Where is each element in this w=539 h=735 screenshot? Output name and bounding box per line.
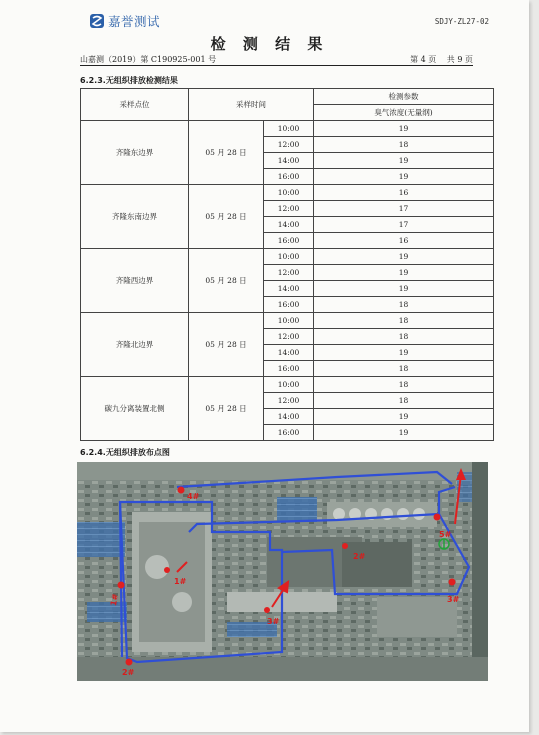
odor-value-cell: 17 — [314, 217, 494, 233]
table-row — [81, 121, 494, 137]
date-cell: 05 月 28 日 — [189, 121, 264, 185]
label-4-boundary: 4# — [187, 492, 200, 501]
odor-value-cell: 18 — [314, 377, 494, 393]
header-time: 采样时间 — [189, 89, 314, 121]
label-3-source: 3# — [267, 617, 280, 626]
time-cell: 10:00 — [264, 185, 314, 201]
odor-value-cell: 19 — [314, 265, 494, 281]
site-cell: 齐隆北边界 — [81, 313, 189, 377]
odor-value-cell: 18 — [314, 313, 494, 329]
time-cell: 12:00 — [264, 393, 314, 409]
odor-value-cell: 18 — [314, 297, 494, 313]
marker-1-source — [164, 567, 170, 573]
time-cell: 10:00 — [264, 313, 314, 329]
label-1-boundary: 1# — [109, 592, 121, 607]
site-cell: 齐隆东南边界 — [81, 185, 189, 249]
site-cell: 碳九分离装置北侧 — [81, 377, 189, 441]
time-cell: 14:00 — [264, 217, 314, 233]
odor-value-cell: 16 — [314, 185, 494, 201]
time-cell: 16:00 — [264, 169, 314, 185]
report-number: 山嘉测（2019）第 C190925-001 号 — [80, 55, 217, 64]
odor-value-cell: 17 — [314, 201, 494, 217]
label-5-boundary: 5# — [439, 530, 452, 539]
logo-icon — [89, 13, 105, 29]
marker-3-source — [264, 607, 270, 613]
page-number: 第 4 页 共 9 页 — [410, 55, 473, 64]
logo-text: 嘉誉测试 — [108, 14, 161, 29]
odor-value-cell: 18 — [314, 329, 494, 345]
table-row — [81, 377, 494, 393]
site-cell: 齐隆西边界 — [81, 249, 189, 313]
odor-value-cell: 19 — [314, 345, 494, 361]
odor-value-cell: 19 — [314, 281, 494, 297]
sampling-map — [77, 462, 488, 681]
time-cell: 12:00 — [264, 329, 314, 345]
time-cell: 14:00 — [264, 281, 314, 297]
time-cell: 10:00 — [264, 377, 314, 393]
company-logo — [89, 12, 160, 30]
time-cell: 14:00 — [264, 153, 314, 169]
date-cell: 05 月 28 日 — [189, 313, 264, 377]
odor-value-cell: 18 — [314, 361, 494, 377]
time-cell: 12:00 — [264, 265, 314, 281]
section-title-results: 6.2.3.无组织排放检测结果 — [80, 76, 178, 85]
section-title-map: 6.2.4.无组织排放布点图 — [80, 448, 170, 457]
label-3-boundary: 3# — [447, 595, 460, 604]
header-odor: 臭气浓度(无量纲) — [314, 105, 494, 121]
header-site: 采样点位 — [81, 89, 189, 121]
time-cell: 14:00 — [264, 409, 314, 425]
label-1-source: 1# — [174, 577, 187, 586]
marker-5-boundary — [434, 514, 441, 521]
time-cell: 16:00 — [264, 361, 314, 377]
table-row — [81, 313, 494, 329]
date-cell: 05 月 28 日 — [189, 249, 264, 313]
document-code: SDJY-ZL27-02 — [434, 17, 489, 26]
time-cell: 16:00 — [264, 425, 314, 441]
odor-value-cell: 18 — [314, 137, 494, 153]
label-2-source: 2# — [353, 552, 366, 561]
header-param: 检测参数 — [314, 89, 494, 105]
odor-value-cell: 19 — [314, 121, 494, 137]
label-2-boundary: 2# — [122, 668, 135, 677]
date-cell: 05 月 28 日 — [189, 185, 264, 249]
results-table — [80, 88, 494, 441]
odor-value-cell: 19 — [314, 153, 494, 169]
marker-3-boundary — [449, 579, 456, 586]
aerial-photo — [77, 462, 488, 681]
odor-value-cell: 16 — [314, 233, 494, 249]
marker-4-boundary — [178, 487, 185, 494]
report-subheader — [80, 54, 473, 66]
time-cell: 16:00 — [264, 297, 314, 313]
time-cell: 16:00 — [264, 233, 314, 249]
time-cell: 12:00 — [264, 201, 314, 217]
table-row — [81, 249, 494, 265]
marker-2-boundary — [126, 659, 133, 666]
marker-2-source — [342, 543, 348, 549]
odor-value-cell: 19 — [314, 409, 494, 425]
date-cell: 05 月 28 日 — [189, 377, 264, 441]
odor-value-cell: 19 — [314, 249, 494, 265]
time-cell: 14:00 — [264, 345, 314, 361]
odor-value-cell: 19 — [314, 425, 494, 441]
table-row — [81, 185, 494, 201]
odor-value-cell: 19 — [314, 169, 494, 185]
time-cell: 10:00 — [264, 121, 314, 137]
time-cell: 12:00 — [264, 137, 314, 153]
odor-value-cell: 18 — [314, 393, 494, 409]
site-cell: 齐隆东边界 — [81, 121, 189, 185]
marker-1-boundary — [118, 582, 125, 589]
time-cell: 10:00 — [264, 249, 314, 265]
page-title: 检 测 结 果 — [210, 35, 329, 53]
